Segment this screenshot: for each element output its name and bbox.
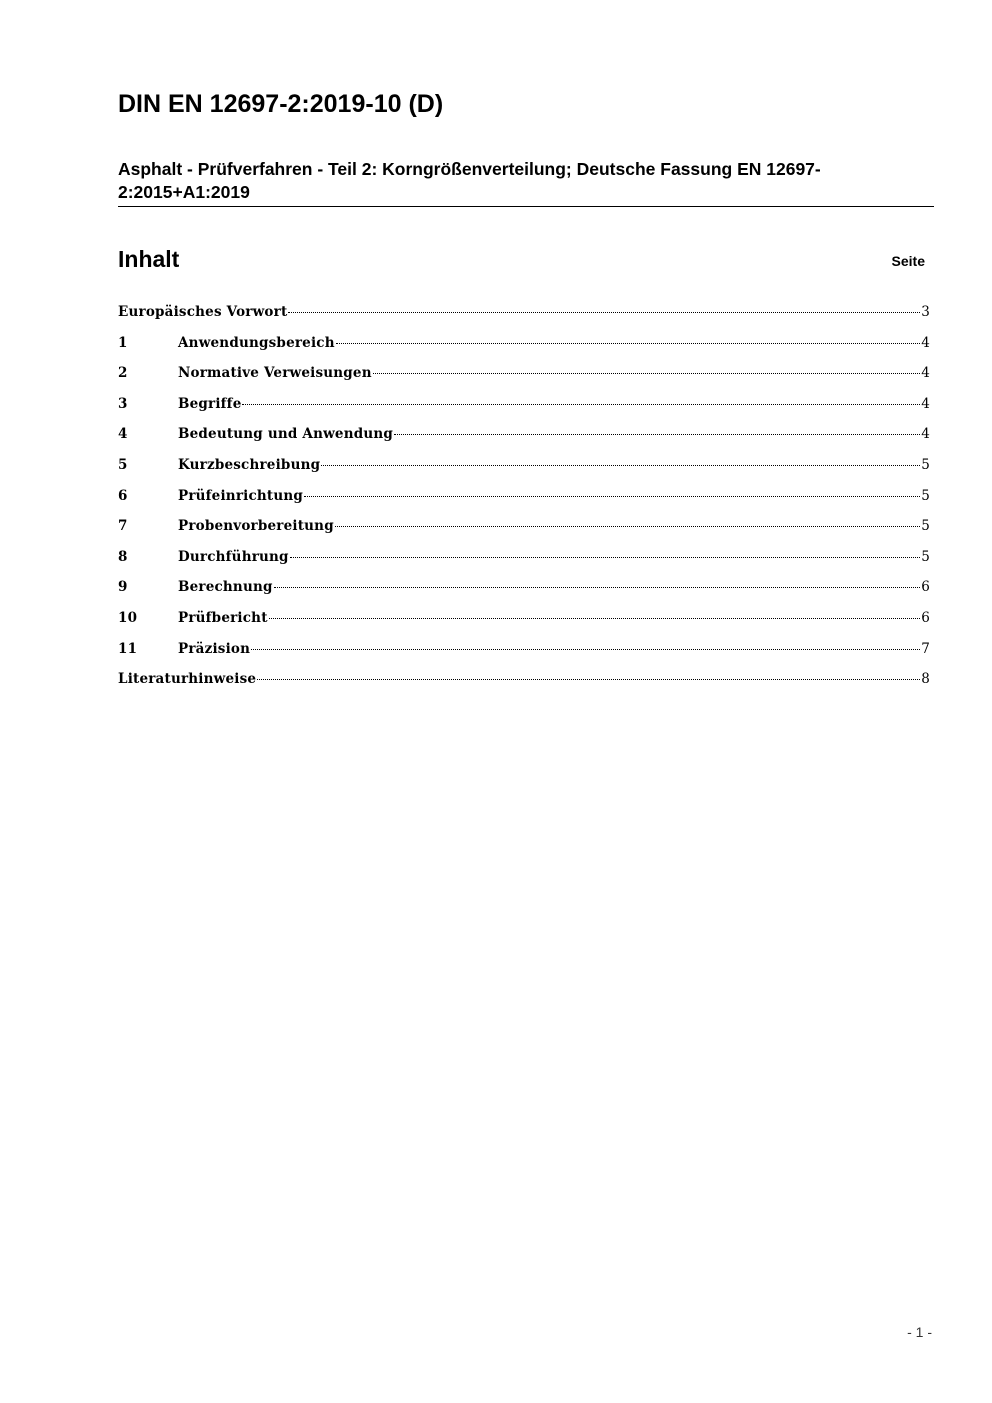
title-divider — [118, 206, 934, 207]
toc-entry-literaturhinweise[interactable] — [118, 667, 930, 698]
toc-entry-title: Probenvorbereitung — [178, 518, 334, 535]
toc-dot-leader — [288, 312, 920, 313]
toc-entry-title: Normative Verweisungen — [178, 365, 372, 382]
toc-entry-page: 4 — [921, 426, 930, 443]
toc-entry-number: 8 — [118, 548, 128, 565]
toc-entry-1[interactable] — [118, 331, 930, 362]
toc-entry-number: 9 — [118, 579, 128, 596]
toc-entry-3[interactable] — [118, 392, 930, 423]
toc-dot-leader — [335, 526, 920, 527]
document-subtitle-line-2: 2:2015+A1:2019 — [118, 182, 250, 202]
toc-entry-6[interactable] — [118, 484, 930, 515]
toc-entry-page: 4 — [921, 395, 930, 412]
table-of-contents — [118, 300, 930, 698]
toc-dot-leader — [257, 679, 920, 680]
toc-entry-page: 8 — [921, 671, 930, 688]
toc-entry-title: Durchführung — [178, 548, 289, 565]
toc-entry-title: Berechnung — [178, 579, 273, 596]
toc-entry-8[interactable] — [118, 545, 930, 576]
toc-entry-number: 3 — [118, 395, 128, 412]
toc-entry-title: Präzision — [178, 640, 251, 657]
toc-entry-7[interactable] — [118, 514, 930, 545]
toc-entry-5[interactable] — [118, 453, 930, 484]
toc-entry-vorwort[interactable] — [118, 300, 930, 331]
toc-entry-number: 1 — [118, 334, 128, 351]
toc-entry-11[interactable] — [118, 637, 930, 668]
document-subtitle — [118, 158, 933, 204]
toc-entry-number: 5 — [118, 456, 128, 473]
toc-dot-leader — [242, 404, 920, 405]
toc-entry-page: 5 — [921, 456, 930, 473]
toc-dot-leader — [304, 496, 920, 497]
toc-dot-leader — [290, 557, 921, 558]
toc-entry-number: 2 — [118, 365, 128, 382]
toc-entry-title: Begriffe — [178, 395, 242, 412]
toc-entry-title: Prüfbericht — [178, 609, 268, 626]
toc-dot-leader — [336, 343, 920, 344]
document-subtitle-line-1: Asphalt - Prüfverfahren - Teil 2: Korngrößenverteilung; Deutsche Fassung EN 12697- — [118, 159, 821, 179]
toc-entry-page: 5 — [921, 548, 930, 565]
toc-entry-number: 4 — [118, 426, 128, 443]
toc-entry-title: Kurzbeschreibung — [178, 456, 321, 473]
document-title: DIN EN 12697-2:2019-10 (D) — [118, 90, 444, 118]
toc-entry-number: 7 — [118, 518, 128, 535]
toc-entry-page: 3 — [921, 304, 930, 320]
toc-dot-leader — [373, 373, 920, 374]
toc-entry-page: 4 — [921, 365, 930, 382]
toc-entry-page: 5 — [921, 487, 930, 504]
toc-entry-title: Literaturhinweise — [118, 671, 257, 688]
toc-entry-9[interactable] — [118, 575, 930, 606]
toc-entry-title: Anwendungsbereich — [178, 334, 335, 351]
toc-entry-4[interactable] — [118, 422, 930, 453]
toc-entry-title: Europäisches Vorwort — [118, 304, 288, 320]
toc-entry-title: Prüfeinrichtung — [178, 487, 304, 504]
toc-dot-leader — [269, 618, 921, 619]
toc-entry-number: 10 — [118, 609, 138, 626]
toc-heading: Inhalt — [118, 246, 180, 272]
toc-dot-leader — [394, 434, 920, 435]
toc-entry-2[interactable] — [118, 361, 930, 392]
toc-entry-number: 6 — [118, 487, 128, 504]
toc-entry-number: 11 — [118, 640, 138, 657]
toc-entry-page: 5 — [921, 518, 930, 535]
toc-entry-page: 7 — [921, 640, 930, 657]
toc-entry-title: Bedeutung und Anwendung — [178, 426, 394, 443]
toc-entry-page: 4 — [921, 334, 930, 351]
toc-entry-page: 6 — [921, 579, 930, 596]
toc-entry-page: 6 — [921, 609, 930, 626]
toc-page-column-label: Seite — [891, 253, 925, 269]
page-number: - 1 - — [907, 1324, 932, 1340]
toc-dot-leader — [321, 465, 920, 466]
toc-entry-10[interactable] — [118, 606, 930, 637]
toc-dot-leader — [274, 587, 921, 588]
toc-dot-leader — [251, 649, 920, 650]
